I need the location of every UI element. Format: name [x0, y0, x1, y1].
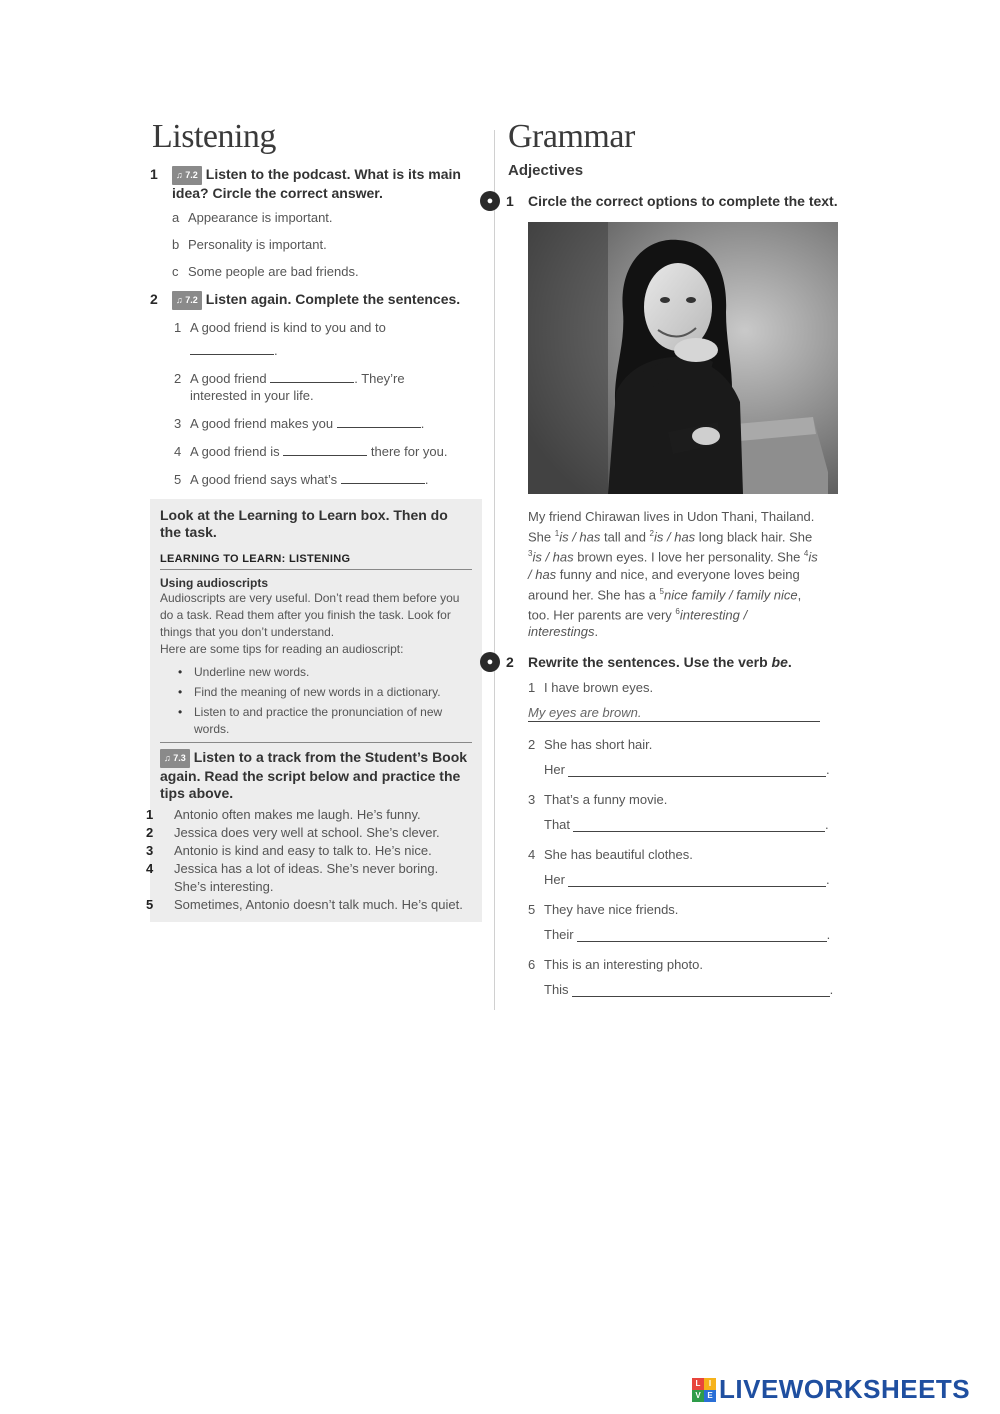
choice-1[interactable]: is / has — [559, 529, 601, 545]
answer-blank[interactable] — [283, 443, 367, 456]
grammar-exercise-2 — [486, 654, 838, 998]
grammar-subtitle: Adjectives — [508, 162, 584, 179]
sentence-5: 5 A good friend says what’s . — [174, 472, 429, 487]
choice-5[interactable]: nice family / family nice — [664, 586, 798, 602]
answer-input-line[interactable] — [568, 872, 826, 887]
grammar-exercise-1 — [486, 193, 838, 640]
tip-item: • Listen to and practice the pronunciation of new words. — [178, 704, 472, 738]
audioscript — [146, 806, 472, 914]
audio-track-icon[interactable]: ♫ 7.3 — [160, 749, 190, 768]
exercise-number: 2 — [150, 291, 158, 307]
choice-2[interactable]: is / has — [654, 529, 696, 545]
rewrite-item: 5 They have nice friends. Their . — [528, 902, 831, 943]
rewrite-item: 2 She has short hair. Her . — [528, 737, 830, 778]
box-intro: Look at the Learning to Learn box. Then do the task. — [160, 507, 448, 540]
answer-input-line[interactable] — [573, 817, 825, 832]
example-answer: My eyes are brown. — [528, 705, 820, 722]
rewrite-list — [528, 679, 838, 997]
script-line: 5 Sometimes, Antonio doesn’t talk much. He’s quiet. — [146, 897, 463, 912]
exercise-instruction: Listen to the podcast. What is its main idea? Circle the correct answer. — [172, 166, 461, 201]
brand-name: LIVEWORKSHEETS — [719, 1374, 971, 1404]
box-subheading: Using audioscripts — [160, 576, 269, 590]
tips-intro: Here are some tips for reading an audioscript: — [160, 642, 404, 656]
rewrite-item: 6 This is an interesting photo. This . — [528, 957, 834, 998]
lightbulb-icon: ● — [480, 652, 500, 672]
tip-item: • Underline new words. — [178, 664, 472, 681]
answer-blank[interactable] — [341, 471, 425, 484]
box-body: Audioscripts are very useful. Don’t read them before you do a task. Read them after you finish the task. Look for things that you don’t understand. — [160, 591, 460, 639]
portrait-photo — [528, 222, 838, 494]
listening-exercise-1 — [150, 166, 482, 280]
sentence-4: 4 A good friend is there for you. — [174, 444, 448, 459]
sentence-2: 2 A good friend . They’re interested in your life. — [174, 371, 405, 403]
reading-passage: My friend Chirawan lives in Udon Thani, Thailand. She $^1$is / has tall and $^2$is / has long black hair. She $^3$is / has brown eyes. I love her personality. She $^4$is / has funny and nice, and everyone loves being around her. She has a $^5$nice family / family nice, too. Her parents are very $^6$interesting / interestings. — [528, 509, 818, 640]
exercise-number: 2 — [506, 654, 514, 671]
answer-blank[interactable] — [337, 415, 421, 428]
audio-track-icon[interactable]: ♫ 7.2 — [172, 291, 202, 310]
audio-track-icon[interactable]: ♫ 7.2 — [172, 166, 202, 185]
exercise-instruction: Listen again. Complete the sentences. — [205, 291, 461, 307]
script-line: 1 Antonio often makes me laugh. He’s funny. — [146, 807, 421, 822]
listening-title: Listening — [152, 118, 276, 155]
choice-6[interactable]: interesting / interestings — [528, 607, 748, 640]
answer-input-line[interactable] — [568, 762, 826, 777]
learning-to-learn-box — [146, 499, 482, 922]
script-line: 4 Jessica has a lot of ideas. She’s never boring. She’s interesting. — [146, 861, 439, 894]
column-divider — [494, 130, 495, 1010]
sentence-3: 3 A good friend makes you . — [174, 416, 425, 431]
audio-track-number: 7.2 — [185, 170, 198, 180]
rewrite-item: 3 That’s a funny movie. That . — [528, 792, 829, 833]
script-line: 2 Jessica does very well at school. She’s clever. — [146, 825, 440, 840]
box-divider — [160, 742, 472, 743]
audio-track-number: 7.2 — [185, 295, 198, 305]
box-task: ♫ 7.3 Listen to a track from the Student’s Book again. Read the script below and practice the tips above. — [160, 749, 468, 801]
exercise-instruction: Circle the correct options to complete the text. — [528, 193, 838, 209]
answer-input-line[interactable] — [577, 927, 827, 942]
answer-blank[interactable] — [190, 342, 274, 355]
exercise-instruction: Rewrite the sentences. Use the verb be. — [528, 654, 792, 671]
audio-track-number: 7.3 — [173, 753, 186, 763]
sentence-1: 1 A good friend is kind to you and to . — [174, 320, 386, 358]
answer-input-line[interactable] — [572, 982, 830, 997]
answer-option-c[interactable]: c Some people are bad friends. — [172, 264, 359, 279]
listening-exercise-2 — [150, 291, 482, 488]
choice-3[interactable]: is / has — [532, 549, 574, 565]
script-line: 3 Antonio is kind and easy to talk to. He’s nice. — [146, 843, 432, 858]
exercise-number: 1 — [506, 193, 514, 209]
answer-option-b[interactable]: b Personality is important. — [172, 237, 327, 252]
grammar-section — [486, 118, 838, 1011]
tips-list — [178, 664, 472, 738]
liveworksheets-brand[interactable] — [692, 1374, 970, 1405]
tip-item: • Find the meaning of new words in a dictionary. — [178, 684, 472, 701]
liveworksheets-logo-icon: L I V E — [692, 1378, 716, 1402]
lightbulb-icon: ● — [480, 191, 500, 211]
choice-4[interactable]: is / has — [528, 549, 818, 582]
listening-section — [146, 118, 482, 922]
answer-blank[interactable] — [270, 370, 354, 383]
exercise-number: 1 — [150, 166, 158, 182]
rewrite-item: 4 She has beautiful clothes. Her . — [528, 847, 830, 888]
box-heading: LEARNING TO LEARN: LISTENING — [160, 553, 472, 570]
grammar-title: Grammar — [508, 118, 635, 155]
rewrite-item: 1 I have brown eyes. My eyes are brown. — [528, 679, 838, 722]
answer-option-a[interactable]: a Appearance is important. — [172, 210, 333, 225]
